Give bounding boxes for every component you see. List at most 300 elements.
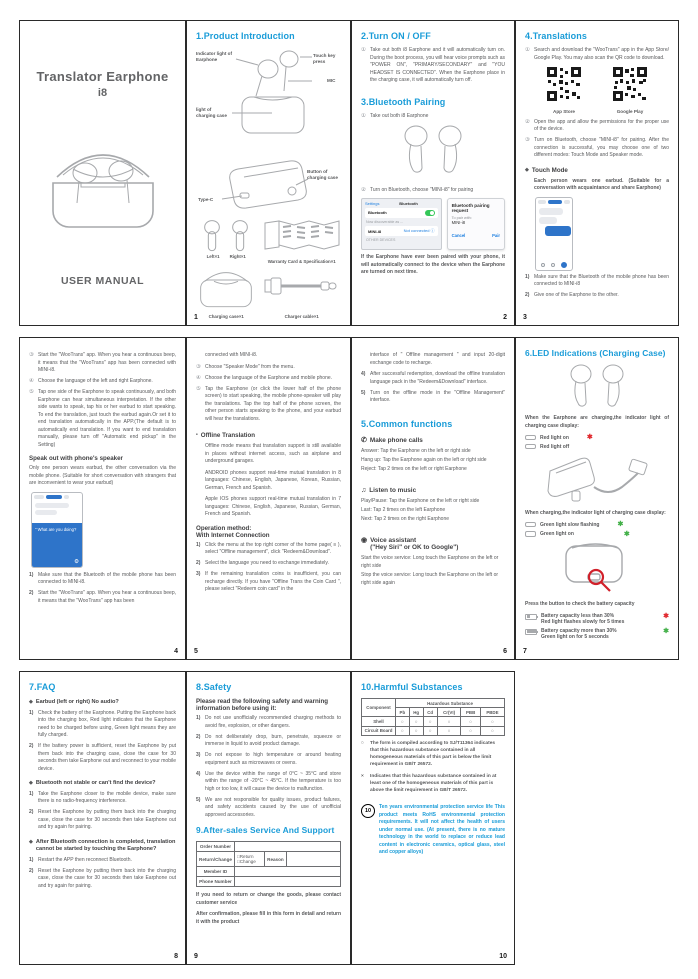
offline-translation-heading [196,432,341,440]
page-number: 3 [523,314,527,321]
col-header: Hg [409,708,423,717]
label-touch-key: Touch key press [313,53,336,64]
safety-1 [196,715,341,730]
offline-desc-2: ANDROID phones support real-time mutual translation in 8 languages: Chinese, English, Japanese, Korean, Russian, German, French and Spanish. [205,469,341,491]
step-text: Start the "WooTrans" app. When you hear a continuous beep, it means that the "WooTrans" app has been connected with MINI-i8. [38,352,176,373]
cell-value: ○ [437,717,461,726]
continuation-text: interface of " Offline management " and input 20-digit exchange code to recharge. [370,352,505,366]
checkbox-change-label: Change [239,859,256,864]
app-phone-mock [31,492,83,568]
col-header: PBDE [480,708,504,717]
pack-cable-label: Charger cable×1 [284,314,319,319]
section-7-heading: 7.FAQ [29,682,56,692]
led-label: Red light on [540,434,569,441]
app-message-text: " What are you doing? [35,526,77,532]
step-marker: ② [361,186,367,193]
green-star-icon: ✱ [663,627,669,635]
led-green-on [525,531,669,538]
cell-value: ○ [461,717,480,726]
back-link: Settings [365,201,380,206]
step-marker: 2) [29,809,34,816]
step-marker: 4) [196,770,201,777]
led-indicator-icon [525,444,536,450]
form-blank [234,867,340,877]
section-6-heading: 6.LED Indications (Charging Case) [525,348,666,358]
page-number: 2 [503,314,507,321]
cover-illustration [29,125,176,240]
form-label: Return/Change [197,852,235,867]
led-indicator-icon [525,522,536,528]
green-star-icon: ✱ [617,521,624,528]
env-line-2: This product meets RoHS environmental protection requirements. It will not affect the health of users under normal use. [379,804,505,833]
label-indicator-light: Indicator light of Earphone [196,51,232,62]
step-text: Search and download the "WooTrans" app in the App Store/ Google Play. You may also scan the QR code to download. [534,47,669,61]
col-header: Pb [396,708,410,717]
listen-music-title: Listen to music [369,486,417,494]
pack-left-label: Left×1 [206,254,220,259]
other-devices-label: OTHER DEVICES [366,238,396,243]
cross-marker: × [361,773,364,779]
product-model: i8 [97,87,108,99]
page-1 [186,20,351,326]
led-red-off [525,444,669,450]
operation-step-5 [361,390,505,405]
operation-method-heading: Operation method: [196,524,252,532]
step-text: Make sure that the Bluetooth of the mobile phone has been connected to MINI-i8. [38,571,176,585]
case-with-cable-icon [542,453,652,505]
battery-low-detail: Red light flashes slowly for 5 times [541,618,625,625]
voice-stop: Stop the voice service: Long touch the Earphone on the left or right side again [361,571,499,586]
step-marker: 3) [196,571,201,578]
step-marker: 5) [196,796,201,803]
battery-high-label: Battery capacity more than 30% [541,627,617,634]
google-play-qr-icon [612,66,648,102]
col-header: PBB [461,708,480,717]
qr-app-store [546,66,582,114]
step-marker: ⑤ [196,385,202,392]
safety-text: We are not responsible for quality issues, product failures, and safety accidents caused by the use of unofficial approved accessories. [205,796,341,818]
checkbox-return-label: Return [239,854,254,859]
ten-year-environmental-icon: 10 [361,804,375,818]
step-text: Tap one side of the Earphone to speak continuously, and both Earphone can hear simultaneous interpretation. If the other side wants to speak, tap his or her earbud to start speaking. To end the translation, just touch the earbud again.Or set it to end translation automatically in the APP.(The default is to automatically end translation. If you want to end translation manually, please turn off "Automatic end pickup" in the Setting) [38,389,176,448]
diamond-icon: ◆ [29,699,33,705]
earbuds-in-case-icon [43,125,163,235]
section-8-heading: 8.Safety [196,682,232,692]
safety-text: Do not expose to high temperature or around heating equipment such as microwaves or ovens. [205,752,341,766]
step-text: Choose the language of the Earphone and mobile phone. [205,374,333,381]
section-5-heading: 5.Common functions [361,418,453,429]
led-green-flash [525,521,669,528]
page-4 [19,337,186,660]
voice-assistant-icon: ◉ [361,536,368,544]
answer-text: Restart the APP then reconnect Bluetooth. [38,856,132,863]
pairing-step-2 [361,187,505,195]
operation-step-4 [361,371,505,386]
step-marker: 1) [196,541,201,548]
step-text: After successful redemption, download the offline translation language pack in the "Redeem&Download" interface. [370,371,505,385]
qr-google-play-label: Google Play [616,108,644,114]
voice-assistant-subtitle: ("Hey Siri" or OK to Google") [370,543,459,551]
safety-text: Do not deliberately drop, burn, penetrate, squeeze or immerse in liquid to avoid product damage. [205,733,341,747]
reason-label: Reason [264,852,286,867]
green-star-icon: ✱ [623,530,630,538]
speaker-step-3 [196,364,341,372]
step-marker: 1) [29,571,34,578]
section-2-heading: 2.Turn ON / OFF [361,31,431,41]
speaker-step-4 [196,375,341,383]
case-charging-illustration [525,453,669,510]
translations-step-3 [525,137,669,160]
make-calls-title: Make phone calls [369,436,423,444]
step-marker: 2) [196,733,201,740]
page-number: 5 [194,648,198,655]
page-number: 6 [503,648,507,655]
case-with-magnifier-icon [552,540,642,596]
translations-step-3b [29,352,176,375]
earphone-diagram [196,47,341,149]
cell-value: ○ [423,717,437,726]
diamond-icon: ◆ [525,166,529,173]
step-text: Take out both i8 Earphone and it will automatically turn on. During the boot process, you will hear voice prompts such as "POWER ON", "PRIMARY/SECONDARY" and "YOU HEADSET IS CONNECTED". When the Earphone place in the charging case, it will automatically turn off. [370,47,505,83]
after-sales-note-2: After confirmation, please fill in this form in detail and return it with the product [196,911,341,925]
step-marker: 1) [29,709,34,716]
step-marker: ③ [525,137,531,143]
dialog-title: Bluetooth pairing request [451,203,490,213]
offline-translation-title: Offline Translation [200,432,256,439]
bluetooth-toggle [425,210,435,216]
case-diagram-art [196,155,343,213]
ios-bluetooth-settings [361,198,442,250]
cell-value: ○ [480,726,504,735]
env-line-1: Ten years environmental protection service life [379,804,493,811]
step-marker: 3) [196,752,201,758]
answer-text: Reset the Earphone by putting them back into the charging case, close the case for 30 seconds then take Earphone out and try again for pairing. [38,867,176,889]
row-label: Shell [362,717,396,726]
led-indicator-icon [525,531,536,537]
step-marker: ③ [196,363,202,370]
pack-warranty [262,219,341,264]
led-label: Red light off [540,443,570,450]
continuation-text: connected with MINI-i8. [205,352,258,358]
battery-check-desc: Press the button to check the battery capacity [525,601,635,607]
translations-step-4 [29,378,176,386]
section-1-heading: 1.Product Introduction [196,31,295,41]
battery-low-label: Battery capacity less than 30% [541,612,615,619]
table-note-circle [361,740,505,769]
form-label: Phone Number [197,877,235,887]
page-number: 1 [194,314,198,321]
step-marker: 1) [196,715,201,721]
diamond-icon: ◆ [29,838,33,845]
gear-icon: ⚙ [74,558,79,565]
pairing-step-1 [361,113,505,121]
led-label: Green light slow flashing [540,521,600,528]
cell-value: ○ [409,726,423,735]
speaker-mode-heading: Speak out with phone's speaker [29,455,123,462]
question-text: Earbud (left or right) No audio? [35,699,119,705]
page-number: 8 [174,953,178,960]
page-number: 7 [523,648,527,655]
qr-app-store-label: App Store [553,108,575,114]
music-playpause: Play/Pause: Tap the Earphone on the left or right side [361,497,480,504]
dialog-device: MINI-i8 [451,220,466,225]
step-text: Turn on the offline mode in the "Offline Management" interface. [370,389,505,403]
step-marker: 1) [525,273,530,280]
two-earbuds-icon [398,124,468,180]
voice-start: Start the voice service: Long touch the Earphone on the left or right side [361,554,499,569]
app-store-qr-icon [546,66,582,102]
page-2 [351,20,515,326]
step-marker: ④ [196,374,202,381]
checkbox-icon: □ [236,859,240,864]
table-row [362,717,505,726]
after-sales-note-1: If you need to return or change the goods, please contact customer service [196,892,341,906]
internet-connection-heading: With Internet Connection [196,531,270,539]
pack-cable [262,268,341,319]
form-blank [286,852,340,867]
red-star-icon: ✱ [663,612,669,620]
qr-codes [531,66,663,114]
call-hangup: Hang up: Tap the Earphone again on the left or right side [361,456,487,463]
step-marker: 1) [29,790,34,797]
product-title: Translator Earphone [36,69,169,84]
table-note-cross [361,773,505,795]
charger-cable-icon [263,268,341,308]
case-diagram [196,155,341,213]
pair-button: Pair [492,233,500,238]
listen-music-heading [361,487,505,494]
step-text: Click the menu at the top right corner of the home page( ≡ ), select "Offline management", click "Redeem&Download". [205,541,341,556]
form-blank [234,842,340,852]
page-3 [515,20,679,326]
page-number: 10 [499,953,507,960]
row-label: Circuit Board [362,726,396,735]
label-type-c: Type-C [198,197,214,202]
speaker-mode-screenshot [31,492,176,568]
led-label: Green light on [540,531,574,537]
page-6 [351,337,515,660]
label-mic: MIC [327,78,336,83]
step-marker: 2) [29,743,34,750]
cell-value: ○ [480,717,504,726]
step-text: Start the "WooTrans" app. When you hear a continuous beep, it means that the "WooTrans" app has been [38,590,176,604]
question-text: After Bluetooth connection is completed, translation cannot be started by touching the Earphone? [35,838,176,853]
pack-case-label: Charging case×1 [208,314,244,319]
translations-step-5 [29,389,176,449]
faq-1-answer-1 [29,710,176,740]
safety-text: Use the device within the range of 0°C ~ 35°C and store within the range of -20°C ~ 45°C. If the temperature is too high or too low, it will cause the device to malfunction. [205,770,341,792]
pack-warranty-label: Warranty Card & Specification×1 [267,259,336,264]
toolbar-dot-icon [541,263,545,267]
translations-step-2 [525,119,669,134]
step-text: Turn on Bluetooth, choose "MINI-i8" for pairing [370,186,474,193]
touch-mode-desc: Each person wears one earbud. (Suitable for a conversation with acquaintance and share Earphone) [534,177,669,192]
note-text: Indicates that this hazardous substance contained in at least one of the homogeneous materials of this part is above the limit requirement in GB/T 26572. [370,773,497,793]
answer-text: Take the Earphone closer to the mobile device, make sure there is no radio-frequency interference. [38,790,176,805]
info-icon: ⓘ [430,228,435,234]
warranty-card-icon [263,219,341,253]
step-marker: ① [361,112,367,119]
device-status: Not connected [403,228,430,234]
touch-mode-title: Touch Mode [531,166,568,174]
call-reject: Reject: Tap 2 times on the left or right Earphone [361,465,467,472]
package-contents [196,219,341,319]
faq-3-answer-2 [29,868,176,891]
pairing-request-dialog [447,198,505,250]
step-marker: 2) [29,590,34,596]
page-8 [19,671,186,965]
music-icon: ♫ [361,486,367,494]
step-text: Make sure that the Bluetooth of the mobile phone has been connected to MINI-i8 [534,273,669,288]
voice-assistant-title: Voice assistant [370,536,417,544]
step-marker: 2) [29,867,34,874]
form-checkboxes [234,852,264,867]
harmful-substances-table [361,698,505,736]
faq-1-answer-2 [29,743,176,773]
music-next: Next: Tap 2 times on the right Earphone [361,515,450,522]
charging-earbuds-illustration [525,364,669,415]
music-last: Last: Tap 2 times on the left Earphone [361,506,446,513]
cancel-button: Cancel [451,233,466,238]
diamond-icon: ◆ [29,780,33,787]
page-7 [515,337,679,660]
pairing-note: If the Earphone have ever been paired with your phone, it will automatically connect to the device when the Earphone are turned on next time. [361,254,505,275]
form-blank [234,877,340,887]
faq-2-answer-1 [29,791,176,806]
page-number: 9 [194,953,198,960]
battery-icon [525,614,537,620]
cell-value: ○ [396,717,410,726]
step-marker: ① [361,47,367,53]
cell-value: ○ [409,717,423,726]
operation-step-3 [196,571,341,594]
answer-text: Reset the Earphone by putting them back into the charging case, close the case for 30 seconds then take Earphone out and try again for pairing. [38,809,176,831]
make-calls-heading [361,437,505,444]
call-answer: Answer: Tap the Earphone on the left or right side [361,447,471,454]
pack-right-label: Right×1 [229,254,246,259]
circle-marker: ○ [361,740,364,746]
battery-icon [525,629,537,635]
page-10 [351,671,515,965]
step-marker: ⑤ [29,389,35,395]
step-marker: ④ [29,378,35,384]
offline-desc-1: Offline mode means that translation support is still available in places without internet access, such as airplane and underground garages. [205,443,341,465]
led-indicator-icon [525,435,536,441]
table-row [362,726,505,735]
operation-step-1 [196,542,341,557]
faq-question-3 [29,839,176,854]
step-text: If the remaining translation coins is insufficient, you can recharge directly. If you have "Offline Trans the Coin Card ", please select "Redeem coin card" in the [205,571,341,593]
form-label: Order Number [197,842,235,852]
touch-mode-step-1 [525,274,669,289]
app-phone-mock [535,197,573,271]
cell-value: ○ [396,726,410,735]
step-text: Give one of the Earphone to the other. [534,292,619,299]
label-case-button: Button of charging case [307,169,338,180]
page-9 [186,671,351,965]
step-marker: ① [525,47,531,53]
step-marker: 4) [361,371,366,377]
battery-high-detail: Green light on for 5 seconds [541,633,609,640]
faq-3-answer-1 [29,857,176,865]
voice-assistant-heading [361,537,505,551]
pack-case [196,268,256,319]
bullet-icon: • [196,432,198,438]
earbuds-illustration [361,124,505,185]
hazard-header: Hazardous Substance [396,699,505,708]
step-marker: ② [525,118,531,125]
step-text: Choose the language of the left and right Earphone. [38,378,153,384]
discoverable-text: Now discoverable as ... [366,219,404,224]
step-text: Turn on Bluetooth, choose "MINI-i8" for pairing. After the connection is successful, you may choose one of two different modes: Touch Mode and Speaker mode. [534,137,669,158]
faq-2-answer-2 [29,809,176,832]
step-text: Take out both i8 Earphone [370,112,429,119]
cell-value: ○ [461,726,480,735]
speaker-step-1 [29,572,176,587]
red-star-icon: ✱ [586,434,593,441]
step-marker: 2) [196,560,201,567]
faq-question-2 [29,780,176,788]
col-header: Cd [423,708,437,717]
safety-2 [196,734,341,749]
section-9-heading: 9.After-sales Service And Support [196,825,335,835]
left-earbud-icon [201,219,223,253]
safety-intro: Please read the following safety and warning information before using it: [196,698,329,712]
page-5 [186,337,351,660]
charging-case-icon [198,268,254,308]
checkbox-icon: □ [236,854,240,859]
case-charging-desc: When charging,the indicator light of charging case display: [525,509,666,516]
offline-desc-3: Apple IOS phones support real-time mutual translation in 7 languages: Chinese, English, Japanese, Russian, German, French and Spanish. [205,496,341,518]
step-marker: 5) [361,389,366,396]
answer-text: Check the battery of the Earphone. Putting the Earphone back into the charging box, Red light indicates that the Earphone need to be charged before using, Green light means they are fully charged. [38,709,176,739]
battery-low-row [525,613,669,625]
faq-question-1 [29,699,176,707]
operation-step-2 [196,560,341,568]
right-earbud-icon [229,219,251,253]
speaker-mode-desc: Only one person wears earbud, the other conversation via the mobile phone. (Suitable for short conversation with strangers that are inconvenient to wear your earbud) [29,465,176,486]
touch-mode-heading [525,167,669,175]
dialog-subtitle: To pair with: [451,216,472,220]
component-header: Component [362,699,396,717]
bluetooth-label: Bluetooth [368,210,387,216]
touch-mode-screenshot [535,197,669,271]
toolbar-dot-icon [551,263,555,267]
safety-text: Do not use unofficially recommended charging methods to avoid fire, explosion, or other dangers. [205,715,341,729]
pack-earbuds [196,219,256,264]
section-4-heading: 4.Translations [525,31,587,41]
battery-high-row [525,628,669,640]
question-text: Bluetooth not stable or can't find the device? [35,780,156,787]
environmental-block [361,804,505,857]
cell-value: ○ [423,726,437,735]
page-cover [19,20,186,326]
step-text: Choose "Speaker Mode" from the menu. [205,363,295,370]
touch-mode-step-2 [525,292,669,300]
step-marker: 1) [29,856,34,863]
section-3-heading: 3.Bluetooth Pairing [361,96,446,107]
speaker-mode-panel [32,523,82,567]
toolbar-mic-icon [561,262,567,268]
note-text: The form is compiled according to SJ/T11364 indicates that this hazardous substance contained in all homogeneous materials of this part is below the limit requirement in GB/T 26572. [370,740,496,768]
section-10-heading: 10.Harmful Substances [361,682,463,692]
step-text: Tap the Earphone (or click the lower half of the phone screen) to start speaking, the mobile phone-speaker will play the translations. Tap the top half of the phone screen, the other person starts speaking to the phone, and your earbud will hear the translations. [205,385,341,422]
speaker-step-2 [29,590,176,605]
bluetooth-screenshot [361,198,505,250]
turn-on-step-1 [361,47,505,85]
user-manual-label: USER MANUAL [60,275,145,287]
phone-icon: ✆ [361,436,367,444]
